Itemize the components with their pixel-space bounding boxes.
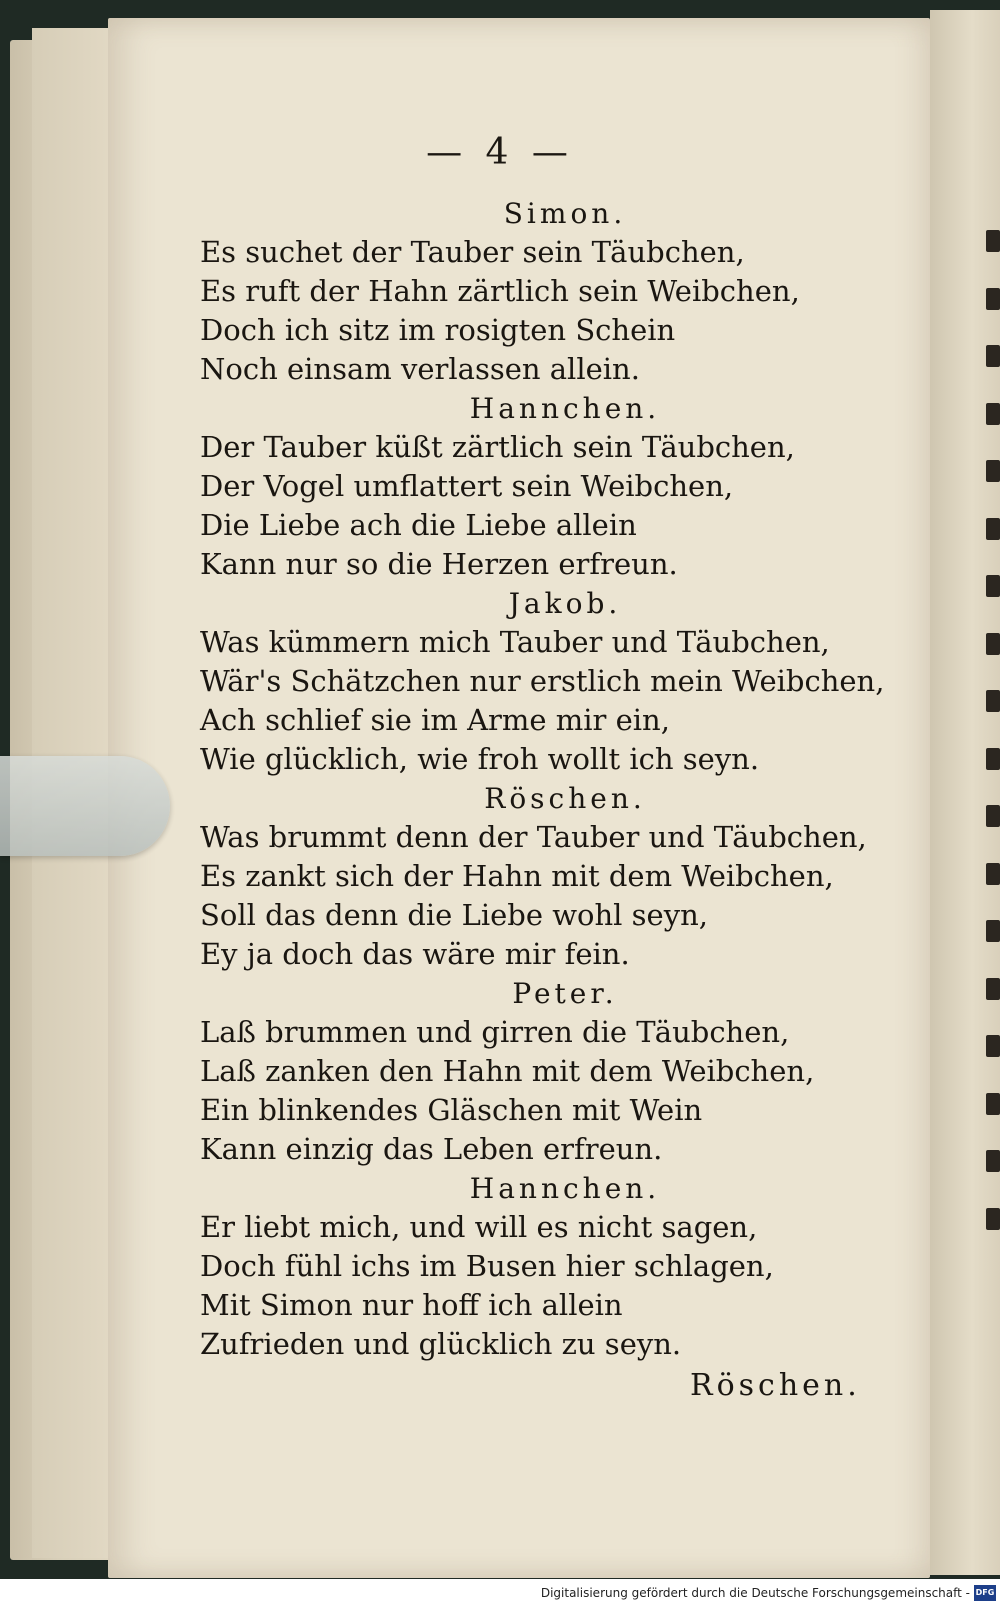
verse-line: Er liebt mich, und will es nicht sagen, bbox=[200, 1210, 758, 1244]
verse-line: Kann einzig das Leben erfreun. bbox=[200, 1132, 663, 1166]
footer-credit: Digitalisierung gefördert durch die Deutsche Forschungsgemeinschaft - bbox=[540, 1586, 970, 1600]
verse-line: Ey ja doch das wäre mir fein. bbox=[200, 937, 630, 971]
verse-line: Laß zanken den Hahn mit dem Weibchen, bbox=[200, 1054, 815, 1088]
verse-line: Es zankt sich der Hahn mit dem Weibchen, bbox=[200, 859, 834, 893]
verse-line: Die Liebe ach die Liebe allein bbox=[200, 508, 637, 542]
page-number: — 4 — bbox=[426, 132, 574, 173]
speaker-name: Simon. bbox=[503, 197, 627, 230]
dfg-logo-icon: DFG bbox=[974, 1585, 996, 1601]
verse-line: Der Tauber küßt zärtlich sein Täubchen, bbox=[200, 430, 795, 464]
speaker-name: Hannchen. bbox=[469, 1172, 661, 1205]
verse-line: Mit Simon nur hoff ich allein bbox=[200, 1288, 623, 1322]
verse-line: Was kümmern mich Tauber und Täubchen, bbox=[200, 625, 830, 659]
facing-page-edge bbox=[930, 10, 1000, 1575]
bookmark-tab bbox=[0, 756, 170, 856]
verse-line: Noch einsam verlassen allein. bbox=[200, 352, 640, 386]
verse-line: Es ruft der Hahn zärtlich sein Weibchen, bbox=[200, 274, 800, 308]
verse-line: Wär's Schätzchen nur erstlich mein Weibchen, bbox=[200, 664, 885, 698]
speaker-name: Peter. bbox=[512, 977, 618, 1010]
verse-line: Laß brummen und girren die Täubchen, bbox=[200, 1015, 790, 1049]
verse-line: Es suchet der Tauber sein Täubchen, bbox=[200, 235, 745, 269]
speaker-name: Jakob. bbox=[508, 587, 622, 620]
verse-line: Wie glücklich, wie froh wollt ich seyn. bbox=[200, 742, 760, 776]
verse-line: Der Vogel umflattert sein Weibchen, bbox=[200, 469, 734, 503]
catchword: Röschen. bbox=[690, 1368, 861, 1403]
verse-line: Ein blinkendes Gläschen mit Wein bbox=[200, 1093, 703, 1127]
speaker-name: Röschen. bbox=[484, 782, 646, 815]
verse-line: Doch ich sitz im rosigten Schein bbox=[200, 313, 676, 347]
facing-page-text-fragments bbox=[974, 230, 1000, 1230]
verse-line: Was brummt denn der Tauber und Täubchen, bbox=[200, 820, 867, 854]
verse-line: Ach schlief sie im Arme mir ein, bbox=[200, 703, 670, 737]
verse-line: Zufrieden und glücklich zu seyn. bbox=[200, 1327, 682, 1361]
speaker-name: Hannchen. bbox=[469, 392, 661, 425]
verse-line: Kann nur so die Herzen erfreun. bbox=[200, 547, 678, 581]
verse-line: Doch fühl ichs im Busen hier schlagen, bbox=[200, 1249, 774, 1283]
poem-text bbox=[200, 194, 885, 1364]
footer-bar bbox=[0, 1579, 1000, 1609]
verse-line: Soll das denn die Liebe wohl seyn, bbox=[200, 898, 708, 932]
